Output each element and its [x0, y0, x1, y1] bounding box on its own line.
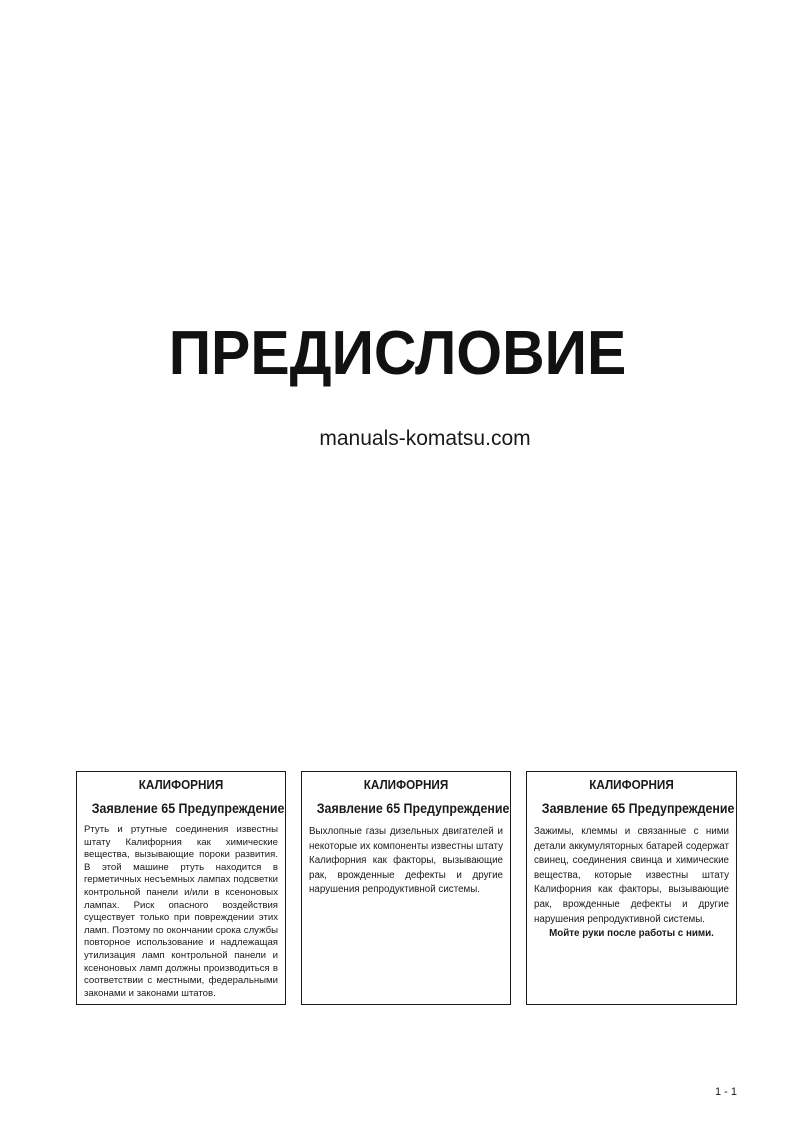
warning-box-body: Выхлопные газы дизельных двигателей и некоторые их компоненты известны штату Калифорния как факторы, вызывающие рак, врожденные дефекты и другие нарушения репродуктивной системы. — [309, 826, 503, 896]
warning-box-mercury — [76, 771, 286, 1005]
warning-box-body: Зажимы, клеммы и связанные с ними детали аккумуляторных батарей содержат свинец, соединения свинца и химические вещества, которые известны штату Калифорния как факторы, вызывающие рак, врожденные дефекты и другие нарушения репродуктивной системы. — [534, 826, 729, 925]
warning-box-body: Ртуть и ртутные соединения известны штату Калифорния как химические вещества, вызывающие пороки развития. В этой машине ртуть находится в герметичных несъемных лампах подсветки контрольной панели и/или в ксеноновых лампах. Риск опасного воздействия существует только при повреждении этих ламп. Поэтому по окончании срока службы повторное использование и надлежащая утилизация ламп контрольной панели и ксеноновых ламп должны производиться в соответствии с местными, федеральными законами и законами штатов. — [84, 824, 278, 999]
wash-hands-notice: Мойте руки после работы с ними. — [549, 928, 714, 940]
warning-box-heading: КАЛИФОРНИЯ — [363, 777, 449, 792]
warning-box-heading: КАЛИФОРНИЯ — [138, 777, 224, 792]
warning-box-heading: КАЛИФОРНИЯ — [589, 777, 674, 792]
page-title: ПРЕДИСЛОВИЕ — [168, 319, 627, 388]
warning-box-subheading: Заявление 65 Предупреждение — [316, 801, 510, 816]
warning-box-subheading: Заявление 65 Предупреждение — [541, 801, 735, 816]
warning-box-battery-lead — [526, 771, 737, 1005]
page-number: 1 - 1 — [714, 1086, 737, 1098]
warning-box-diesel-exhaust — [301, 771, 511, 1005]
warning-box-subheading: Заявление 65 Предупреждение — [91, 801, 285, 816]
site-url-text: manuals-komatsu.com — [319, 427, 531, 450]
